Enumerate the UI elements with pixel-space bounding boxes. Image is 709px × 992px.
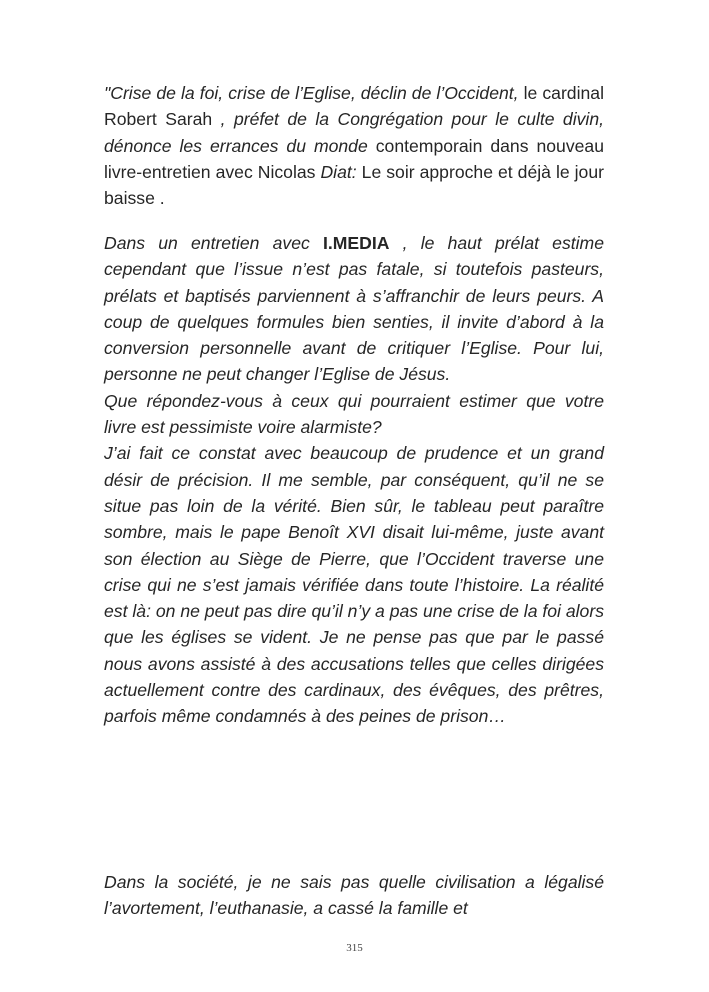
interview-question: Que répondez-vous à ceux qui pourraient estimer que votre livre est pessimiste voire alarmiste? — [104, 390, 604, 438]
interview-intro — [104, 230, 604, 388]
text-le: le — [518, 83, 538, 103]
interview-answer: J’ai fait ce constat avec beaucoup de prudence et un grand désir de précision. Il me semble, par conséquent, qu’il ne se situe pas loin de la vérité. Bien sûr, le tableau peut paraître sombre, mais le pape Benoît XVI disait lui-même, juste avant son élection au Siège de Pierre, que l’Occident traverse une crise qui ne s’est jamais vérifiée dans toute l’histoire. La réalité est là: on ne peut pas dire qu’il n’y a pas une crise de la foi alors que les églises se vident. Je ne pense pas que par le passé nous avons assisté à des accusations telles que celles dirigées actuellement contre des cardinaux, des évêques, des prêtres, parfois même condamnés à des peines de prison… — [104, 443, 604, 727]
cardinal-name: cardinal Robert Sarah — [104, 83, 604, 130]
quote-opening: "Crise de la foi, crise de l’Eglise, déclin de l’Occident, — [104, 83, 519, 103]
paragraph-society: Dans la société, je ne sais pas quelle civilisation a légalisé l’avortement, l’euthanasie, a cassé la famille et — [104, 872, 604, 919]
cardinal-role: , préfet de la Congrégation pour le culte divin, dénonce les errances du monde — [104, 109, 604, 156]
intro-text: Dans un entretien avec — [104, 233, 323, 253]
paragraph-intro — [104, 80, 604, 211]
paragraph-interview — [104, 230, 604, 730]
page-number: 315 — [346, 942, 363, 954]
source-name: I.MEDIA — [322, 233, 390, 253]
text-diat: Diat: — [315, 161, 357, 182]
text-contemporain: contemporain dans nouveau livre-entretien avec Nicolas — [104, 135, 604, 182]
book-title: Le soir approche et déjà le jour baisse . — [104, 161, 604, 209]
intro-rest: , le haut prélat estime cependant que l’issue n’est pas fatale, si toutefois pasteurs, prélats et baptisés parviennent à s’affranchir de leurs peurs. A coup de quelques formules bien senties, il invite d’abord à la conversion personnelle avant de critiquer l’Eglise. Pour lui, personne ne peut changer l’Eglise de Jésus. — [104, 233, 604, 385]
